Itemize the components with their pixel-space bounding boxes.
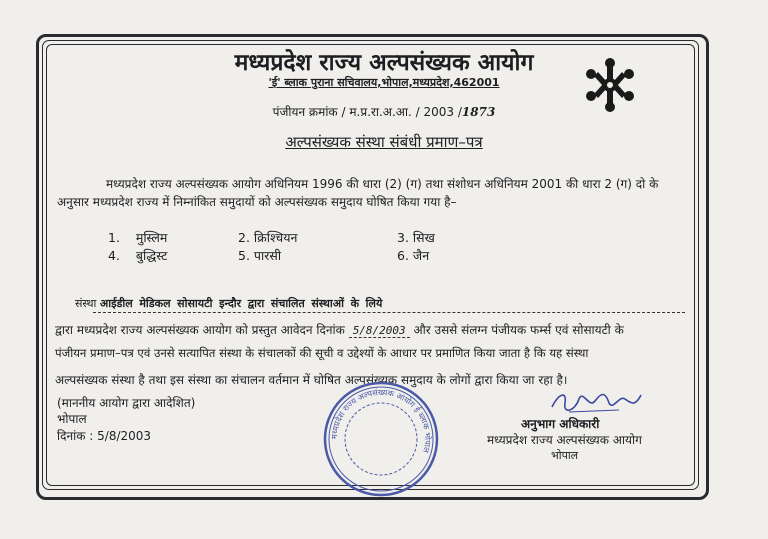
body-line-3: अल्पसंख्यक संस्था है तथा इस संस्था का संचालन वर्तमान में घोषित अल्पसंख्यक समुदाय के लोगों द्वारा किया जा रहा है। — [55, 373, 568, 387]
institution-underline — [93, 312, 685, 313]
intro-line-1: मध्यप्रदेश राज्य अल्पसंख्यक आयोग अधिनियम 1996 की धारा (2) (ग) तथा संशोधन अधिनियम 2001 की धारा 2 (ग) दो के — [106, 177, 659, 191]
community-item: 6. जैन — [397, 248, 430, 263]
signatory-place: भोपाल — [551, 449, 579, 462]
institution-name: आईडील मेडिकल सोसायटी इन्दौर द्वारा संचालित संस्थाओं के लिये — [99, 297, 383, 310]
place-line: भोपाल — [57, 412, 87, 426]
community-item: 1. मुस्लिम — [108, 230, 168, 245]
community-item: 2. क्रिश्चियन — [238, 230, 298, 245]
signature — [549, 385, 644, 417]
issue-date: 5/8/2003 — [97, 429, 152, 443]
registration-label: पंजीयन क्रमांक / म.प्र.रा.अ.आ. / 2003 / — [272, 105, 462, 119]
community-item: 4. बुद्धिस्ट — [108, 248, 168, 263]
institution-row — [75, 296, 382, 311]
intro-line-2: अनुसार मध्यप्रदेश राज्य में निम्नांकित समुदायों को अल्पसंख्यक समुदाय घोषित किया गया है– — [57, 195, 457, 209]
application-date: 5/8/2003 — [349, 324, 410, 338]
date-line: दिनांक : 5/8/2003 — [57, 429, 152, 443]
registration-line — [0, 103, 768, 120]
certificate-title: अल्पसंख्यक संस्था संबंधी प्रमाण–पत्र — [285, 133, 483, 151]
official-seal — [316, 381, 446, 497]
organization-address: 'ई' ब्लाक पुराना सचिवालय,भोपाल,मध्यप्रदेश,462001 — [268, 76, 500, 89]
seal-text: मध्यप्रदेश राज्य अल्पसंख्यक आयोग ई ब्लाक भोपाल — [329, 387, 433, 454]
body-line-1: द्वारा मध्यप्रदेश राज्य अल्पसंख्यक आयोग को प्रस्तुत आवेदन दिनांक 5/8/2003 और उससे संलग्न पंजीयक फर्म्स एवं सोसायटी के — [55, 323, 624, 337]
community-item: 5. पारसी — [238, 248, 282, 263]
order-line: (माननीय आयोग द्वारा आदेशित) — [57, 396, 196, 410]
body-line-2: पंजीयन प्रमाण–पत्र एवं उनसे सत्यापित संस्था के संचालकों की सूची व उद्देश्यों के आधार पर प्रमाणित किया जाता है कि यह संस्था — [55, 346, 589, 360]
institution-label: संस्था — [75, 297, 97, 310]
registration-number: 1873 — [461, 105, 496, 119]
signatory-designation: अनुभाग अधिकारी — [521, 417, 600, 431]
signatory-organization: मध्यप्रदेश राज्य अल्पसंख्यक आयोग — [487, 433, 642, 447]
organization-title: मध्यप्रदेश राज्य अल्पसंख्यक आयोग — [234, 50, 534, 76]
community-item: 3. सिख — [397, 230, 435, 245]
